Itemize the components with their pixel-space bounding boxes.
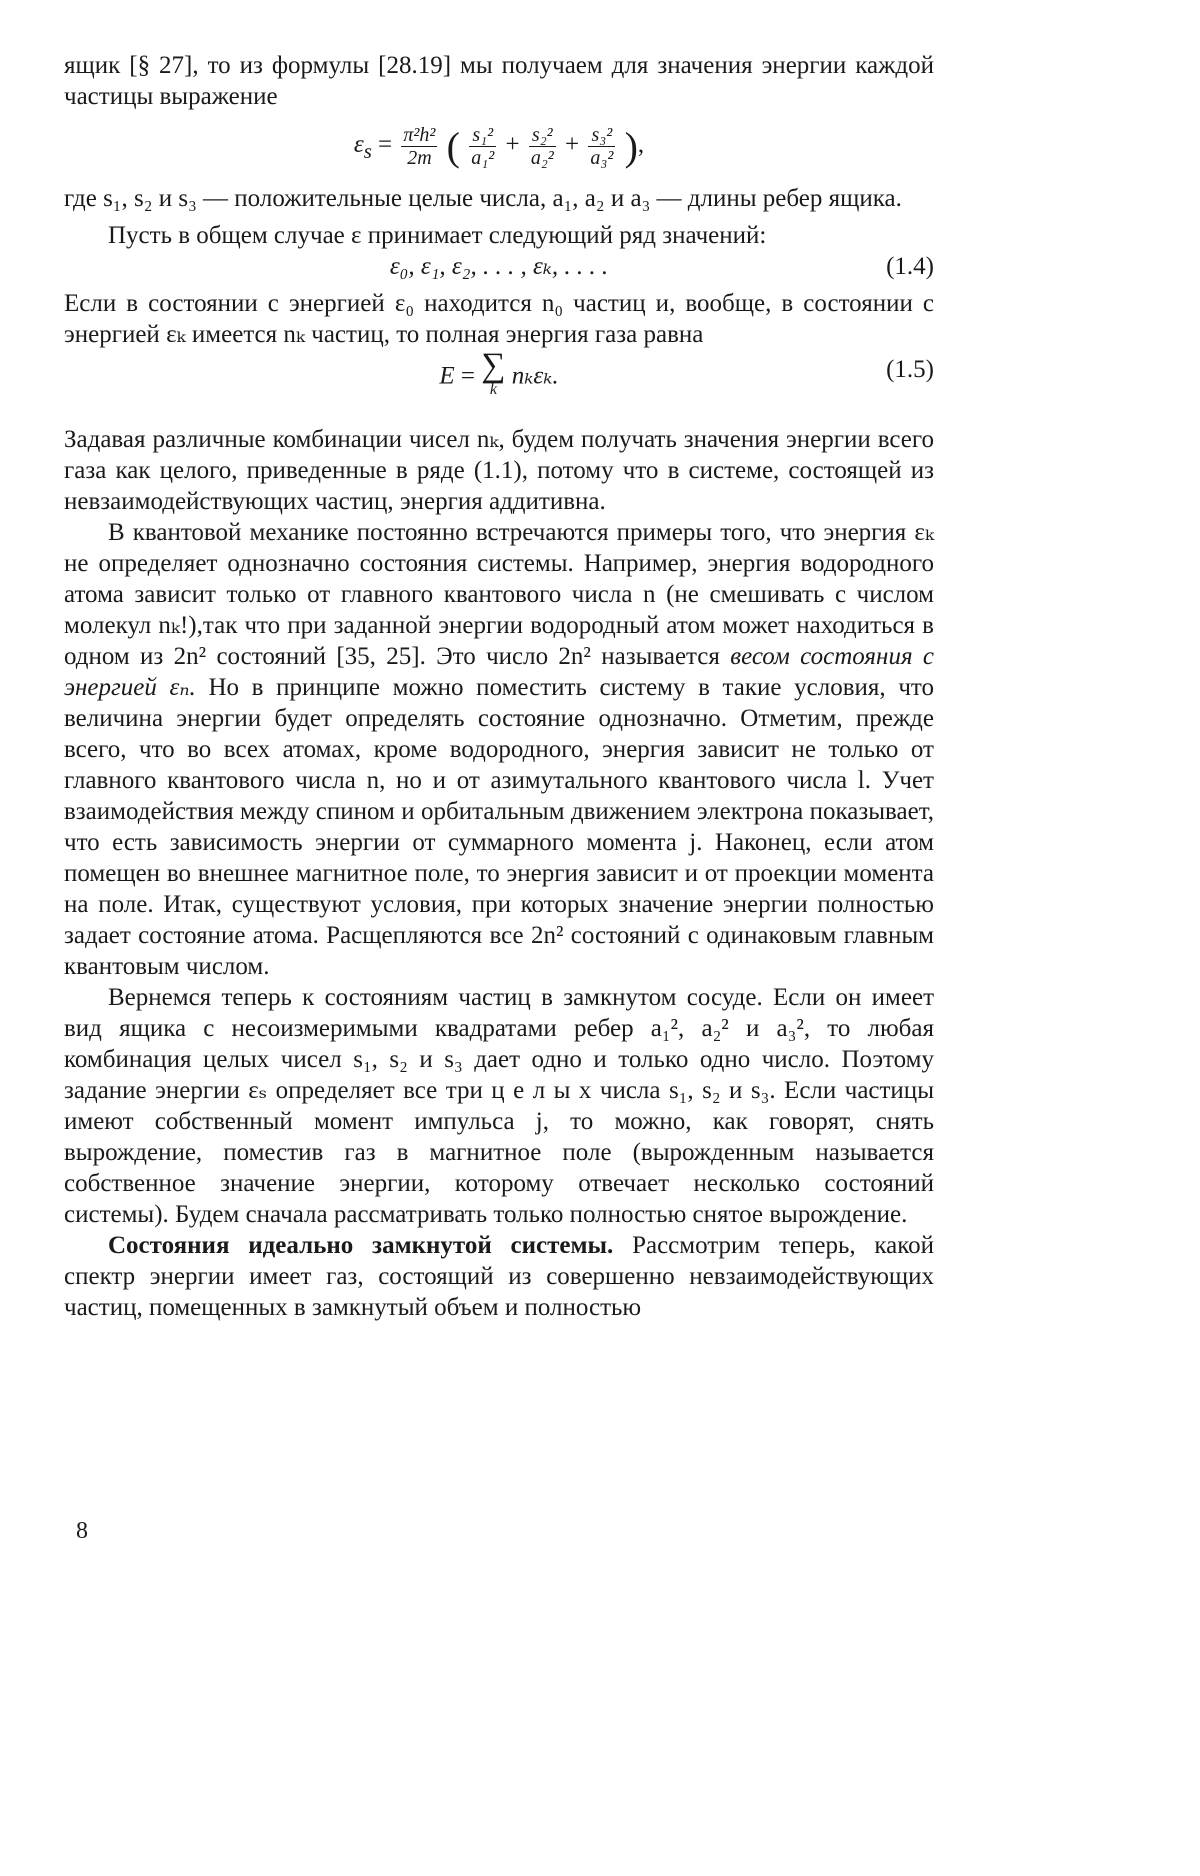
paragraph-5: Задавая различные комбинации чисел nₖ, будем получать значения энергии всего газа как целого, приведенные в ряде (1.1), потому что в системе, состоящей из невзаимодействующих частиц, энергия аддитивна. [64,426,934,515]
eq1-coef-den: 2m [407,147,432,169]
paragraph-8 [64,1230,934,1323]
eq1-close-paren: ) [624,124,638,169]
eq3-sigma: ∑ [481,347,506,384]
eq1-t1-den: a₁² [471,147,495,169]
paragraph-6 [64,517,934,982]
eq1-term-1 [469,124,496,169]
paragraph-1: ящик [§ 27], то из формулы [28.19] мы получаем для значения энергии каждой частицы выражение [64,52,934,110]
eq3-equals: = [460,362,476,390]
eq1-t3-num: s₃² [588,124,615,147]
paragraph-4: Если в состоянии с энергией ε₀ находится n₀ частиц и, вообще, в состоянии с энергией εₖ имеется nₖ частиц, то полная энергия газа равна [64,290,934,348]
eq1-plus-1: + [505,131,520,159]
eq2-expression: ε₀, ε₁, ε₂, . . . , εₖ, . . . . [389,253,609,280]
eq1-t2-den: a₂² [530,147,554,169]
equation-1-5 [64,347,934,416]
eq1-t1-num: s₁² [469,124,496,147]
eq3-sum [481,347,506,402]
p6-text-a: В квантовой механике постоянно встречаются примеры того, что энергия εₖ не определяет однозначно состояния системы. Например, энергия водородного атома зависит только от главного квантового числа n (не смешивать с числом молекул nₖ!),так что при заданной энергии водородный атом может находиться в одном из 2n² состояний [35, 25]. Это число 2n² называется [64,519,934,670]
eq1-plus-2: + [565,131,580,159]
p6-text-b: Но в принципе можно поместить систему в такие условия, что величина энергии будет определять состояние однозначно. Отметим, прежде всего, что во всех атомах, кроме водородного, энергия зависит не только от главного квантового числа n, но и от азимутального квантового числа l. Учет взаимодействия между спином и орбитальным движением электрона показывает, что есть зависимость энергии от суммарного момента j. Наконец, если атом помещен во внешнее магнитное поле, то энергия зависит и от проекции момента на поле. Итак, существуют условия, при которых значение энергии полностью задает состояние атома. Расщепляются все 2n² состояний с одинаковым главным квантовым числом. [64,674,935,980]
equation-energy-level [64,124,934,169]
page-body [64,50,934,1323]
eq1-coef-num: π²h² [403,124,436,146]
eq1-lhs: ε [353,131,364,159]
eq1-tail: , [637,131,645,159]
eq1-t3-den: a₃² [590,147,614,169]
eq2-number: (1.4) [886,253,934,280]
eq3-rhs: nₖεₖ. [511,362,559,390]
equation-1-4 [64,251,934,282]
eq1-term-2 [529,124,556,169]
eq1-t2-num: s₂² [529,124,556,147]
paragraph-3: Пусть в общем случае ε принимает следующий ряд значений: [108,222,767,249]
eq1-open-paren: ( [446,124,460,169]
eq3-number: (1.5) [886,356,934,383]
eq1-coefficient [401,124,437,169]
eq1-equals: = [378,131,393,159]
page-number: 8 [76,1518,88,1544]
paragraph-7: Вернемся теперь к состояниям частиц в замкнутом сосуде. Если он имеет вид ящика с несоизмеримыми квадратами ребер a₁², a₂² и a₃², то любая комбинация целых чисел s₁, s₂ и s₃ дает одно и только одно число. Поэтому задание энергии εₛ определяет все три ц е л ы х числа s₁, s₂ и s₃. Если частицы имеют собственный момент импульса j, то можно, как говорят, снять вырождение, поместив газ в магнитное поле (вырожденным называется собственное значение энергии, которому отвечает несколько состояний системы). Будем сначала рассматривать только полностью снятое вырождение. [64,984,934,1228]
p8-text: Рассмотрим теперь, какой спектр энергии имеет газ, состоящий из совершенно невзаимодействующих частиц, помещенных в замкнутый объем и полностью [64,1232,934,1321]
eq1-term-3 [588,124,615,169]
eq3-sum-index: k [489,381,497,398]
p6-italic-term: весом состояния с энергией εₙ. [64,643,934,701]
eq1-lhs-sub: s [363,139,372,164]
section-heading: Состояния идеально замкнутой системы. [108,1232,614,1259]
eq3-lhs: E [439,362,455,390]
paragraph-2: где s₁, s₂ и s₃ — положительные целые числа, a₁, a₂ и a₃ — длины ребер ящика. [64,185,902,212]
